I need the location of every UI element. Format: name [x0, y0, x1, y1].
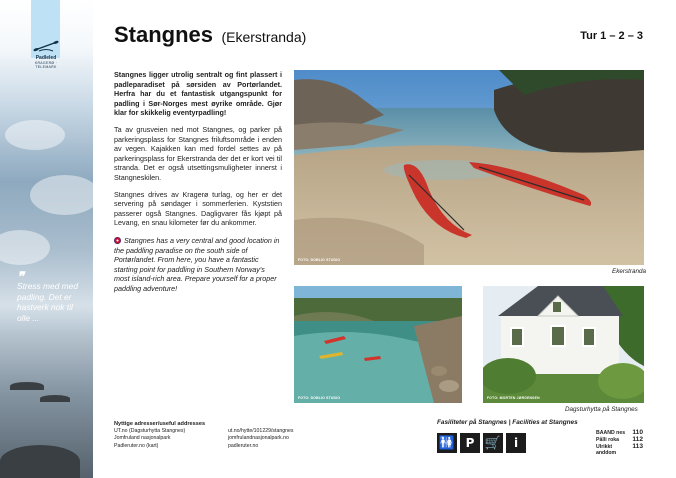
padleled-logo	[28, 40, 64, 69]
cabin-caption: Dagsturhytta på Stangnes	[565, 406, 638, 413]
rock-shape	[0, 445, 80, 478]
logo-sub: KRAGERØ · TELEMARK	[34, 61, 58, 69]
english-text: Stangnes has a very central and good location in the paddling paradise on the south side of Portørlandet. From here, you have a fantastic starting point for paddling in Southern Norway's most island-rich area. Prepare yourself for a proper paddling adventure!	[114, 235, 280, 293]
map-number: 112	[632, 435, 643, 443]
paddle-icon	[28, 40, 64, 55]
addresses-heading: Nyttige adresser/useful addresses	[114, 421, 206, 427]
paragraph: Stangnes drives av Kragerø turlag, og her er det servering på søndager i sommerferien. Kyststien passerer også Stangnes. Dagligvarer fås kjøpt på Levang, en snau kilometer før du ankommer.	[114, 189, 282, 228]
quote-icon: ❞	[17, 269, 24, 284]
title-main: Stangnes	[114, 22, 214, 47]
english-paragraph	[114, 236, 282, 294]
tour-label: Tur 1 – 2 – 3	[580, 30, 643, 42]
main-caption: Ekerstranda	[612, 268, 646, 275]
useful-addresses	[114, 421, 338, 450]
toilet-icon: 🚻	[437, 433, 457, 453]
photo-credit: FOTO: DOBLIO STUDIO	[298, 396, 341, 400]
map-references	[596, 430, 643, 457]
address-link[interactable]: ut.no/hytte/101229/stangnes	[228, 428, 294, 435]
side-strip	[0, 0, 93, 478]
rock-shape	[10, 382, 44, 390]
page-title	[114, 22, 306, 48]
photo-credit: FOTO: MORTEN JØRGENSEN	[487, 396, 540, 400]
address-link[interactable]: padleruter.no	[228, 442, 259, 449]
info-icon: i	[506, 433, 526, 453]
kayak-photo	[294, 286, 462, 403]
quote-text: Stress med med padling. Det er hastverk nok til olle ...	[17, 281, 78, 323]
title-sub: (Ekerstranda)	[221, 29, 307, 45]
logo-name: Padleled	[35, 55, 57, 61]
photo-credit: FOTO: DOBLIO STUDIO	[298, 258, 341, 262]
uk-flag-icon	[114, 237, 121, 244]
cloud-shape	[0, 230, 50, 265]
cabin-photo	[483, 286, 644, 403]
parking-icon: P	[460, 433, 480, 453]
address-label: UT.no (Dagsturhytta Stangnes)	[114, 428, 186, 435]
address-label: Padleruter.no (kart)	[114, 442, 159, 449]
main-photo	[294, 70, 644, 265]
address-label: Jomfruland nasjonalpark	[114, 435, 171, 442]
intro-paragraph: Stangnes ligger utrolig sentralt og fint plassert i padleparadiset på sørsiden av Portørlandet. Herfra har du et fantastisk utgangspunkt for padling i Sør-Norges mest øyrike område. Gjør klar for skikkelig eventyrpadling!	[114, 70, 282, 118]
paragraph: Ta av grusveien ned mot Stangnes, og parker på parkeringsplass for Stangnes friluftsområde i enden av vegen. Kajakken kan med fordel settes av på parkeringsplass for Ekerstranda der det er kort vei til stranda. Det er også utsettingsmuligheter innerst i Stangneskilen.	[114, 124, 282, 182]
side-quote	[17, 269, 87, 323]
map-number: 110	[632, 429, 643, 436]
map-label: BAAND nes	[596, 430, 626, 436]
rock-shape	[40, 395, 70, 402]
map-number: 113	[632, 442, 643, 450]
body-text	[114, 70, 282, 300]
map-label: Ulrikkt anddom	[596, 443, 617, 457]
facilities-heading: Fasiliteter på Stangnes | Facilities at Stangnes	[437, 419, 578, 426]
map-label: Pålli roka	[596, 436, 620, 443]
address-link[interactable]: jomfrulandnasjonalpark.no	[228, 435, 289, 442]
shopping-cart-icon: 🛒	[483, 433, 503, 453]
facilities	[437, 419, 578, 453]
cloud-shape	[30, 175, 93, 215]
cloud-shape	[5, 120, 65, 150]
